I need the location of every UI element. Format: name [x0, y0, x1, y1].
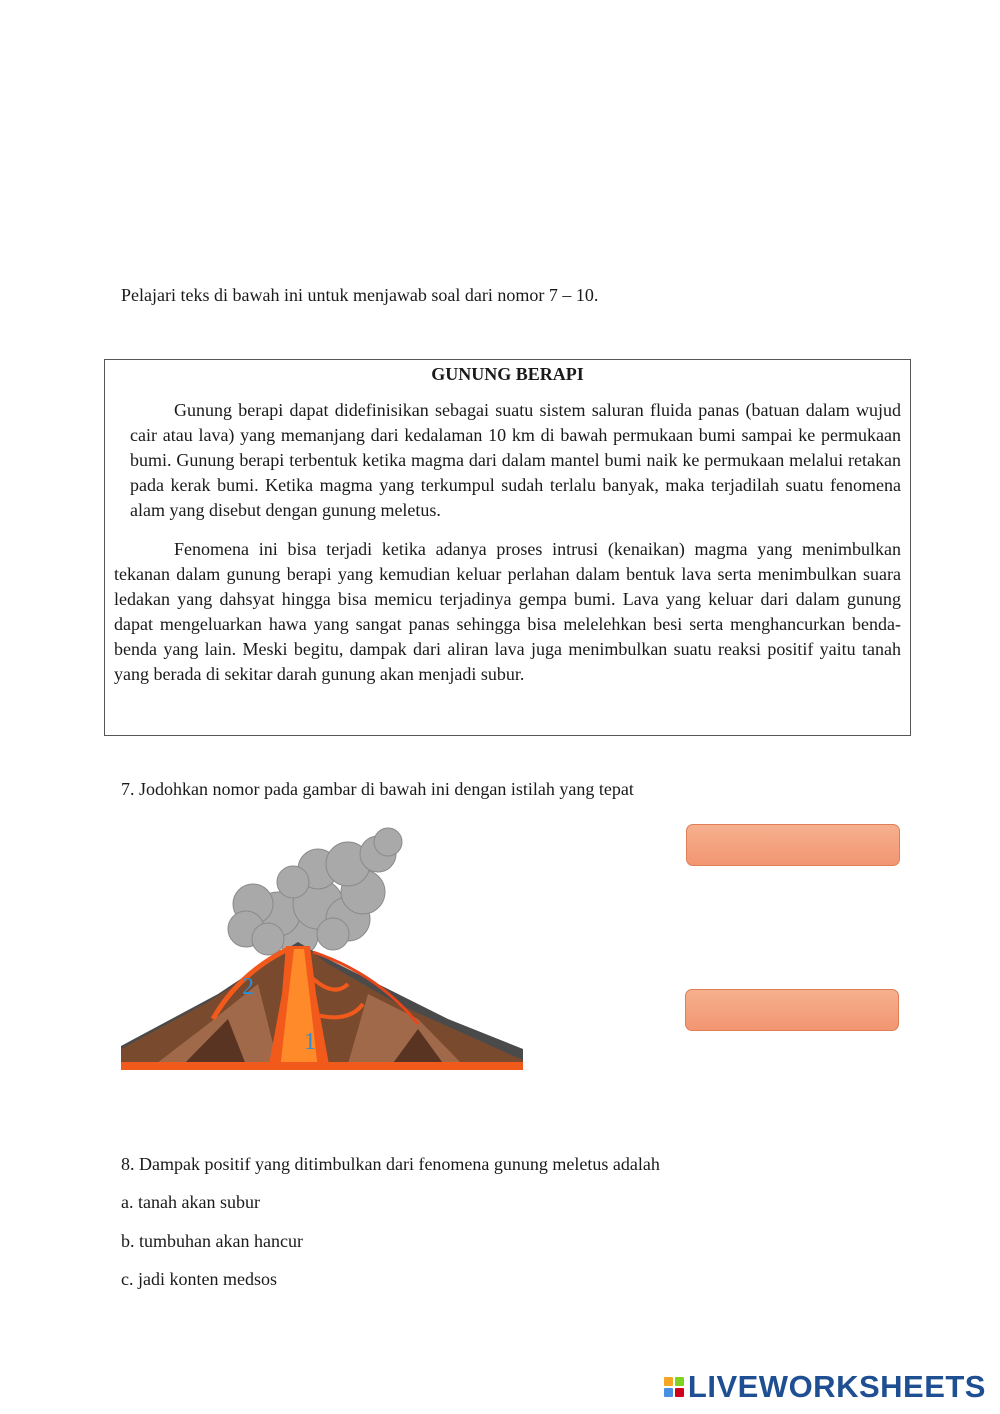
passage-title: GUNUNG BERAPI: [431, 364, 584, 384]
reading-passage: [104, 359, 911, 736]
answer-box-2[interactable]: [685, 989, 899, 1031]
passage-paragraph-2: Fenomena ini bisa terjadi ketika adanya proses intrusi (kenaikan) magma yang menimbulkan tekanan dalam gunung berapi yang kemudian keluar perlahan dalam bentuk lava serta menimbulkan suara ledakan yang dahsyat hingga bisa memicu terjadinya gempa bumi. Lava yang keluar dari dalam gunung dapat mengeluarkan hawa yang sangat panas sehingga bisa melelehkan besi serta menghancurkan benda-benda yang lain. Meski begitu, dampak dari aliran lava juga menimbulkan suatu reaksi positif yaitu tanah yang berada di sekitar darah gunung akan menjadi subur.: [114, 539, 901, 684]
option-b[interactable]: b. tumbuhan akan hancur: [121, 1231, 303, 1251]
instructions: Pelajari teks di bawah ini untuk menjawab soal dari nomor 7 – 10.: [121, 285, 599, 305]
passage-paragraph-1: Gunung berapi dapat didefinisikan sebagai suatu sistem saluran fluida panas (batuan dalam wujud cair atau lava) yang memanjang dari kedalaman 10 km di bawah permukaan bumi sampai ke permukaan bumi. Gunung berapi terbentuk ketika magma dari dalam mantel bumi naik ke permukaan melalui retakan pada kerak bumi. Ketika magma yang terkumpul sudah terlalu banyak, maka terjadilah suatu fenomena alam yang disebut dengan gunung meletus.: [130, 400, 901, 520]
logo-text: LIVEWORKSHEETS: [687, 1369, 986, 1404]
logo-grid-icon: [664, 1377, 684, 1397]
answer-box-1[interactable]: [686, 824, 900, 866]
volcano-illustration: [118, 824, 526, 1074]
label-2: 2: [242, 974, 254, 1000]
label-1: 1: [304, 1029, 316, 1055]
question-8: 8. Dampak positif yang ditimbulkan dari fenomena gunung meletus adalah: [121, 1154, 660, 1174]
option-a[interactable]: a. tanah akan subur: [121, 1192, 260, 1212]
liveworksheets-logo: [664, 1370, 986, 1404]
question-7: 7. Jodohkan nomor pada gambar di bawah ini dengan istilah yang tepat: [121, 779, 634, 799]
option-c[interactable]: c. jadi konten medsos: [121, 1269, 277, 1289]
volcano-diagram: [118, 824, 526, 1074]
